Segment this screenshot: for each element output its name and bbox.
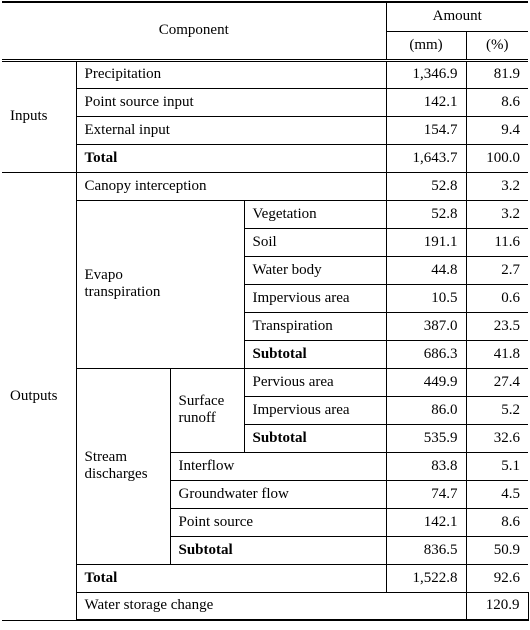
row-mm: 52.8 xyxy=(386,200,466,228)
row-pct: 5.1 xyxy=(466,452,528,480)
stream-subtotal-pct: 50.9 xyxy=(466,536,528,564)
row-mm: 10.5 xyxy=(386,284,466,312)
table-row xyxy=(2,368,528,396)
row-mm: 44.8 xyxy=(386,256,466,284)
row-pct: 81.9 xyxy=(466,60,528,88)
storage-mm: 120.9 xyxy=(466,592,528,620)
row-mm: 74.7 xyxy=(386,480,466,508)
row-mm: 52.8 xyxy=(386,172,466,200)
table-row xyxy=(2,172,528,200)
surface-subtotal-label: Subtotal xyxy=(244,424,386,452)
unit-mm-header: (mm) xyxy=(386,31,466,60)
row-name: Interflow xyxy=(170,452,386,480)
row-mm: 191.1 xyxy=(386,228,466,256)
surface-subtotal-pct: 32.6 xyxy=(466,424,528,452)
storage-label: Water storage change xyxy=(76,592,466,620)
stream-label xyxy=(76,368,170,564)
row-pct: 2.7 xyxy=(466,256,528,284)
stream-label-line2: discharges xyxy=(84,466,148,482)
inputs-total-mm: 1,643.7 xyxy=(386,144,466,172)
stream-subtotal-mm: 836.5 xyxy=(386,536,466,564)
inputs-label: Inputs xyxy=(2,60,76,172)
header-row xyxy=(2,2,528,31)
evapo-subtotal-mm: 686.3 xyxy=(386,340,466,368)
row-pct: 3.2 xyxy=(466,200,528,228)
row-pct: 8.6 xyxy=(466,88,528,116)
row-name: Impervious area xyxy=(244,284,386,312)
outputs-total-label: Total xyxy=(76,564,386,592)
table-row-total xyxy=(2,564,528,592)
surface-label-line2: runoff xyxy=(178,410,216,426)
row-name: Point source input xyxy=(76,88,386,116)
row-pct: 11.6 xyxy=(466,228,528,256)
table-row xyxy=(2,88,528,116)
row-name: Pervious area xyxy=(244,368,386,396)
surface-label-line1: Surface xyxy=(178,393,225,409)
water-budget-table xyxy=(2,1,528,621)
row-name: External input xyxy=(76,116,386,144)
row-name: Point source xyxy=(170,508,386,536)
table-row xyxy=(2,60,528,88)
outputs-label: Outputs xyxy=(2,172,76,620)
outputs-total-mm: 1,522.8 xyxy=(386,564,466,592)
evapo-subtotal-pct: 41.8 xyxy=(466,340,528,368)
row-pct: 4.5 xyxy=(466,480,528,508)
evapo-label-line2: transpiration xyxy=(84,284,161,300)
row-pct: 27.4 xyxy=(466,368,528,396)
row-pct: 3.2 xyxy=(466,172,528,200)
row-name: Water body xyxy=(244,256,386,284)
outputs-total-pct: 92.6 xyxy=(466,564,528,592)
amount-header: Amount xyxy=(386,2,528,31)
surface-subtotal-mm: 535.9 xyxy=(386,424,466,452)
evapo-label-line1: Evapo xyxy=(84,267,123,283)
unit-pct-header: (%) xyxy=(466,31,528,60)
row-pct: 0.6 xyxy=(466,284,528,312)
table-row xyxy=(2,200,528,228)
row-mm: 387.0 xyxy=(386,312,466,340)
row-pct: 9.4 xyxy=(466,116,528,144)
inputs-total-label: Total xyxy=(76,144,386,172)
row-name: Vegetation xyxy=(244,200,386,228)
evapo-subtotal-label: Subtotal xyxy=(244,340,386,368)
row-pct: 5.2 xyxy=(466,396,528,424)
row-name: Impervious area xyxy=(244,396,386,424)
inputs-total-pct: 100.0 xyxy=(466,144,528,172)
row-name: Soil xyxy=(244,228,386,256)
table-row xyxy=(2,592,528,620)
surface-runoff-label xyxy=(170,368,244,452)
row-mm: 154.7 xyxy=(386,116,466,144)
evapo-label xyxy=(76,200,244,368)
row-mm: 1,346.9 xyxy=(386,60,466,88)
row-name: Transpiration xyxy=(244,312,386,340)
row-name: Precipitation xyxy=(76,60,386,88)
table-row xyxy=(2,116,528,144)
table-row-total xyxy=(2,144,528,172)
row-mm: 83.8 xyxy=(386,452,466,480)
row-name: Groundwater flow xyxy=(170,480,386,508)
row-name: Canopy interception xyxy=(76,172,386,200)
row-mm: 449.9 xyxy=(386,368,466,396)
row-mm: 86.0 xyxy=(386,396,466,424)
stream-subtotal-label: Subtotal xyxy=(170,536,386,564)
row-pct: 23.5 xyxy=(466,312,528,340)
row-mm: 142.1 xyxy=(386,88,466,116)
row-mm: 142.1 xyxy=(386,508,466,536)
stream-label-line1: Stream xyxy=(84,449,127,465)
row-pct: 8.6 xyxy=(466,508,528,536)
component-header: Component xyxy=(2,2,386,60)
